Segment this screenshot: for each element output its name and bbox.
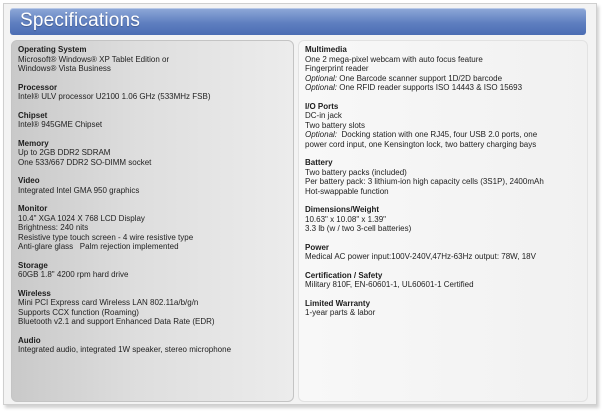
spec-line: Integrated Intel GMA 950 graphics	[18, 185, 140, 195]
spec-line: 10.63" x 10.08" x 1.39"	[305, 214, 387, 224]
spec-line-text: One Barcode scanner support 1D/2D barcode	[337, 73, 503, 83]
spec-section-dimensions-weight	[305, 205, 581, 234]
spec-section-wireless	[18, 289, 287, 327]
spec-section-monitor	[18, 204, 287, 252]
section-title: Certification / Safety	[305, 270, 383, 280]
spec-section-power	[305, 243, 581, 262]
spec-line: 1-year parts & labor	[305, 308, 376, 317]
spec-line: Military 810F, EN-60601-1, UL60601-1 Certified	[305, 280, 474, 289]
spec-section-chipset	[18, 111, 287, 130]
section-title: Storage	[18, 260, 48, 270]
section-title: Audio	[18, 335, 41, 345]
header-bar	[10, 8, 586, 35]
spec-line: Intel® ULV processor U2100 1.06 GHz (533MHz FSB)	[18, 92, 211, 101]
section-title: Memory	[18, 138, 49, 148]
spec-line: Two battery slots	[305, 120, 366, 130]
spec-section-processor	[18, 83, 287, 102]
specifications-slide	[3, 3, 597, 405]
left-spec-panel	[11, 40, 294, 402]
section-title: Wireless	[18, 288, 51, 298]
section-title: Limited Warranty	[305, 298, 371, 308]
section-title: Chipset	[18, 110, 48, 120]
spec-section-limited-warranty	[305, 299, 581, 318]
spec-line: Windows® Vista Business	[18, 64, 111, 73]
spec-section-audio	[18, 336, 287, 355]
section-title: Processor	[18, 82, 58, 92]
spec-line: 10.4" XGA 1024 X 768 LCD Display	[18, 213, 145, 223]
spec-line: Hot-swappable function	[305, 186, 389, 196]
spec-line: Fingerprint reader	[305, 64, 369, 73]
section-title: Dimensions/Weight	[305, 205, 380, 214]
spec-section-operating-system	[18, 45, 287, 74]
spec-section-battery	[305, 158, 581, 196]
spec-line: power cord input, one Kensington lock, two battery charging bays	[305, 139, 537, 149]
spec-section-io-ports	[305, 102, 581, 150]
spec-section-video	[18, 176, 287, 195]
section-title: Power	[305, 242, 330, 252]
spec-line: Two battery packs (included)	[305, 167, 407, 177]
section-title: Monitor	[18, 204, 48, 213]
optional-label: Optional:	[305, 83, 338, 92]
spec-line: Per battery pack: 3 lithium-ion high capacity cells (3S1P), 2400mAh	[305, 177, 544, 186]
spec-line: Mini PCI Express card Wireless LAN 802.11a/b/g/n	[18, 298, 199, 307]
spec-line-text: Docking station with one RJ45, four USB 2.0 ports, one	[337, 130, 538, 139]
right-spec-panel	[298, 40, 588, 402]
section-title: Video	[18, 176, 40, 185]
section-title: Battery	[305, 158, 333, 167]
spec-line	[305, 130, 581, 140]
spec-section-storage	[18, 261, 287, 280]
spec-section-multimedia	[305, 45, 581, 93]
spec-section-certification-safety	[305, 271, 581, 290]
optional-label: Optional:	[305, 73, 338, 83]
spec-line-text: One RFID reader supports ISO 14443 & ISO 15693	[337, 83, 523, 92]
spec-line: Integrated audio, integrated 1W speaker, stereo microphone	[18, 345, 232, 354]
spec-line: Up to 2GB DDR2 SDRAM	[18, 148, 111, 157]
section-title: Multimedia	[305, 45, 347, 54]
spec-line	[305, 74, 581, 84]
spec-line: DC-in jack	[305, 111, 342, 120]
spec-line: Resistive type touch screen - 4 wire resistive type	[18, 232, 194, 242]
spec-line: Bluetooth v2.1 and support Enhanced Data Rate (EDR)	[18, 317, 215, 326]
spec-line: Medical AC power input:100V-240V,47Hz-63Hz output: 78W, 18V	[305, 252, 536, 261]
spec-line: 60GB 1.8" 4200 rpm hard drive	[18, 270, 129, 279]
spec-line: Brightness: 240 nits	[18, 223, 89, 232]
spec-line	[305, 83, 581, 93]
section-title: I/O Ports	[305, 101, 339, 111]
page-title: Specifications	[20, 10, 141, 31]
spec-line: 3.3 lb (w / two 3-cell batteries)	[305, 224, 412, 233]
section-title: Operating System	[18, 45, 87, 54]
spec-section-memory	[18, 139, 287, 168]
spec-line: Supports CCX function (Roaming)	[18, 307, 139, 317]
optional-label: Optional:	[305, 130, 338, 139]
spec-line: Microsoft® Windows® XP Tablet Edition or	[18, 54, 170, 64]
spec-line: One 533/667 DDR2 SO-DIMM socket	[18, 157, 152, 167]
spec-line: Anti-glare glass Palm rejection implemented	[18, 242, 179, 251]
spec-line: One 2 mega-pixel webcam with auto focus feature	[305, 54, 483, 64]
spec-line: Intel® 945GME Chipset	[18, 120, 103, 129]
